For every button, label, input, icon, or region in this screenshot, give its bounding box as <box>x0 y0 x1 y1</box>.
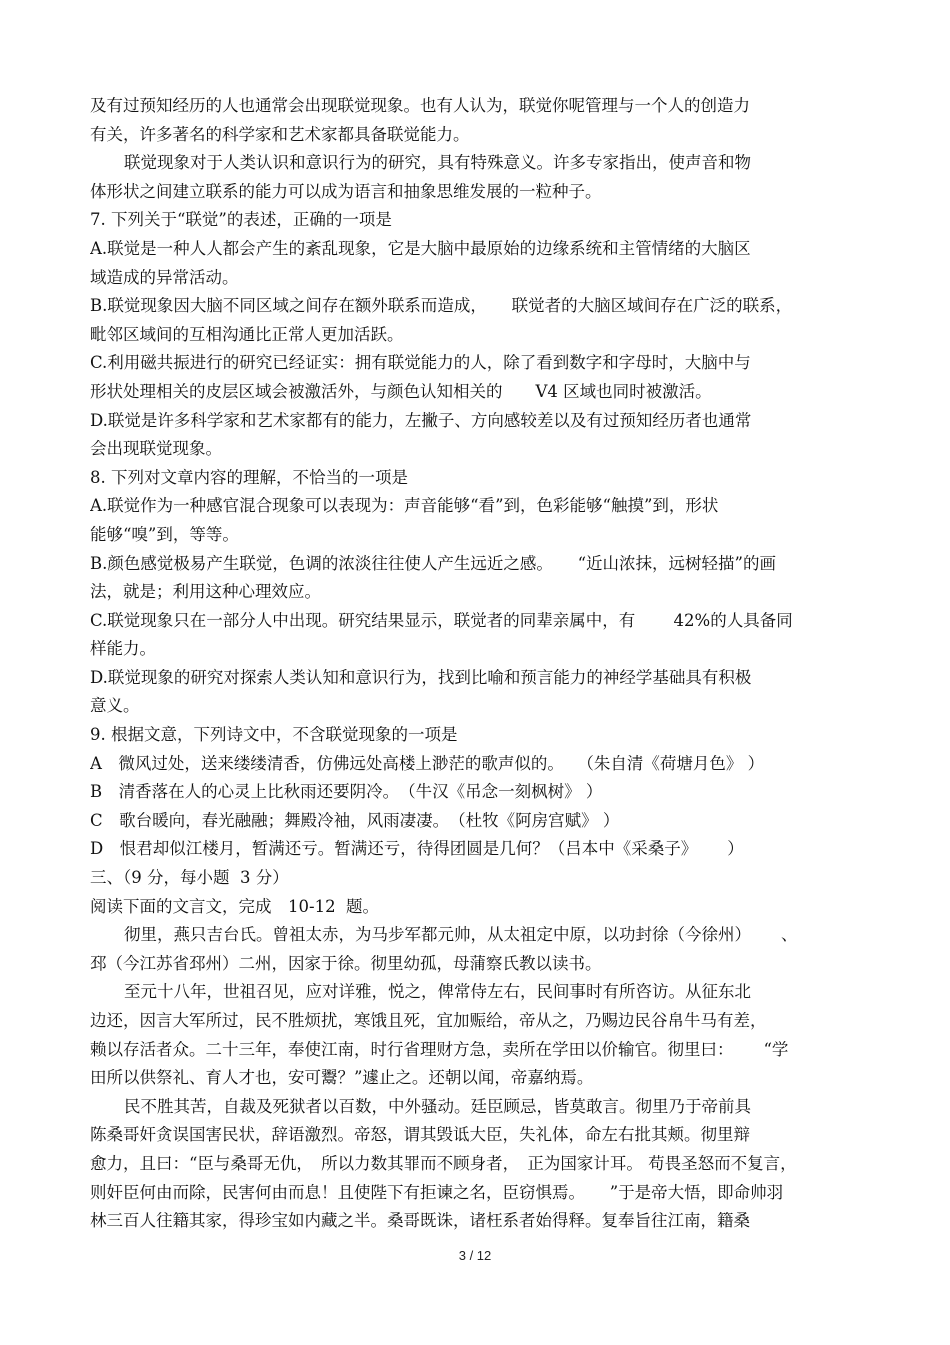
text-line: 边还，因言大军所过，民不胜烦扰，寒饿且死，宜加赈给，帝从之，乃赐边民谷帛牛马有差， <box>90 1011 767 1030</box>
text-line: 9. 根据文意，下列诗文中，不含联觉现象的一项是 <box>90 725 458 745</box>
text-line: 有关，许多著名的科学家和艺术家都具备联觉能力。 <box>90 124 470 144</box>
text-line: B.联觉现象因大脑不同区域之间存在额外联系而造成， 联觉者的大脑区域间存在广泛的联系， <box>90 296 793 316</box>
text-line: C.利用磁共振进行的研究已经证实：拥有联觉能力的人，除了看到数字和字母时，大脑中与 <box>90 353 751 373</box>
text-line: 及有过预知经历的人也通常会出现联觉现象。也有人认为，联觉你呢管理与一个人的创造力 <box>90 96 750 115</box>
text-line: D 恨君却似江楼月，暂满还亏。暂满还亏，待得团圆是几何？（吕本中《采桑子》 ） <box>90 839 744 859</box>
text-line: 联觉现象对于人类认识和意识行为的研究，具有特殊意义。许多专家指出，使声音和物 <box>124 153 751 173</box>
text-line: 民不胜其苦，自裁及死狱者以百数，中外骚动。廷臣顾忌，皆莫敢言。彻里乃于帝前具 <box>124 1096 751 1116</box>
text-line: 陈桑哥奸贪误国害民状，辞语激烈。帝怒，谓其毁诋大臣，失礼体，命左右批其颊。彻里辩 <box>90 1125 750 1145</box>
text-line: 8. 下列对文章内容的理解，不恰当的一项是 <box>90 467 408 487</box>
text-line: D.联觉是许多科学家和艺术家都有的能力，左撇子、方向感较差以及有过预知经历者也通常 <box>90 410 752 430</box>
text-line: A.联觉作为一种感官混合现象可以表现为：声音能够“看”到，色彩能够“触摸”到，形状 <box>90 496 719 516</box>
text-line: D.联觉现象的研究对探索人类认知和意识行为，找到比喻和预言能力的神经学基础具有积极 <box>90 667 752 687</box>
text-line: 样能力。 <box>90 639 156 659</box>
text-line: 能够“嗅”到，等等。 <box>90 524 239 544</box>
text-line: 7. 下列关于“联觉”的表述，正确的一项是 <box>90 210 392 230</box>
document-body <box>90 92 880 1236</box>
text-line: 毗邻区域间的互相沟通比正常人更加活跃。 <box>90 324 404 344</box>
text-line: 至元十八年，世祖召见，应对详雅，悦之，俾常侍左右，民间事时有所咨访。从征东北 <box>124 982 751 1002</box>
text-line: 愈力，且曰：“臣与桑哥无仇， 所以力数其罪而不顾身者， 正为国家计耳。 苟畏圣怒而不复言， <box>90 1153 797 1173</box>
text-line: B 清香落在人的心灵上比秋雨还要阴冷。 （牛汉《吊念一刻枫树》 ） <box>90 782 603 802</box>
text-line: 形状处理相关的皮层区域会被激活外，与颜色认知相关的 V4 区域也同时被激活。 <box>90 381 712 401</box>
text-line: 阅读下面的文言文，完成 10-12 题。 <box>90 896 380 916</box>
text-line: C.联觉现象只在一部分人中出现。研究结果显示，联觉者的同辈亲属中，有 42%的人具备同 <box>90 610 793 630</box>
text-line: A 微风过处，送来缕缕清香，仿佛远处高楼上渺茫的歌声似的。 （朱自清《荷塘月色》 ） <box>90 753 765 773</box>
text-line: 三、（9 分，每小题 3 分） <box>90 868 289 888</box>
text-line: 会出现联觉现象。 <box>90 439 222 459</box>
text-line: 则奸臣何由而除，民害何由而息！且使陛下有拒谏之名，臣窃惧焉。 ”于是帝大悟，即命帅羽 <box>90 1182 784 1202</box>
text-line: 体形状之间建立联系的能力可以成为语言和抽象思维发展的一粒种子。 <box>90 181 602 201</box>
text-line: 林三百人往籍其家，得珍宝如内藏之半。桑哥既诛，诸枉系者始得释。复奉旨往江南，籍桑 <box>90 1211 750 1231</box>
page-number: 3 / 12 <box>458 1248 492 1263</box>
text-line: C 歌台暖向，春光融融；舞殿冷袖，风雨凄凄。 （杜牧《阿房宫赋》 ） <box>90 810 620 830</box>
text-line: B.颜色感觉极易产生联觉，色调的浓淡往往使人产生远近之感。 “近山浓抹，远树轻描”的画 <box>90 553 776 573</box>
text-line: 田所以供祭礼、育人才也，安可鬻？”遽止之。还朝以闻，帝嘉纳焉。 <box>90 1068 594 1088</box>
text-line: 彻里，燕只吉台氏。曾祖太赤，为马步军都元帅，从太祖定中原，以功封徐（今徐州） 、 <box>124 925 798 945</box>
text-line: 邳（今江苏省邳州）二州，因家于徐。彻里幼孤，母蒲察氏教以读书。 <box>90 953 602 973</box>
text-line: A.联觉是一种人人都会产生的紊乱现象，它是大脑中最原始的边缘系统和主管情绪的大脑区 <box>90 238 751 258</box>
text-line: 法，就是；利用这种心理效应。 <box>90 582 321 602</box>
text-line: 意义。 <box>90 696 140 716</box>
text-line: 赖以存活者众。二十三年，奉使江南，时行省理财方急，卖所在学田以价输官。彻里曰： “学 <box>90 1039 789 1059</box>
text-line: 域造成的异常活动。 <box>90 267 239 287</box>
